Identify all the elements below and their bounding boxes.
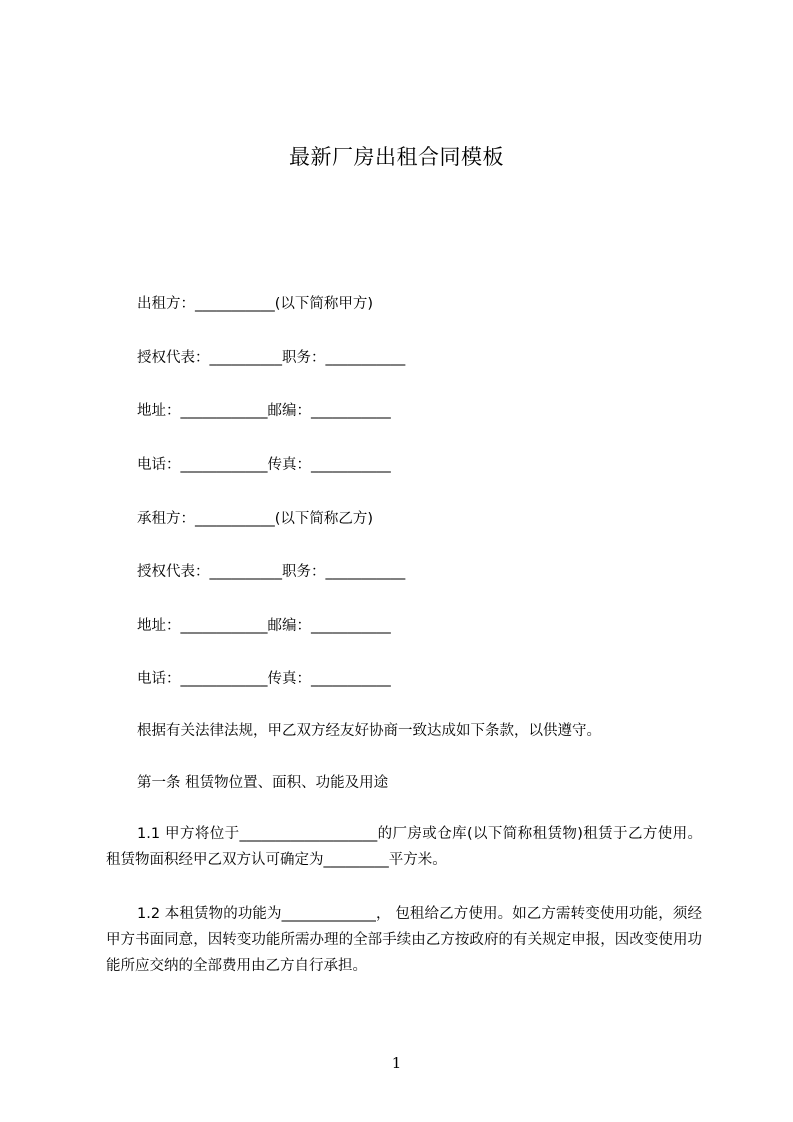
lessor-representative-line: 授权代表：__________职务：___________	[137, 350, 406, 366]
lessor-name-line: 出租方：___________(以下简称甲方)	[137, 296, 374, 312]
page-number: 1	[391, 1054, 402, 1072]
clause-1-1-text: 1.1 甲方将位于___________________的厂房或仓库(以下简称租赁物)租赁于乙方使用。租赁物面积经甲乙双方认可确定为_________平方米。	[106, 826, 702, 868]
lessee-phone-line: 电话：____________传真：___________	[137, 671, 391, 687]
lessor-phone-line: 电话：____________传真：___________	[137, 457, 391, 473]
clause-1-2-text: 1.2 本租赁物的功能为_____________， 包租给乙方使用。如乙方需转变使用功能，须经甲方书面同意，因转变功能所需办理的全部手续由乙方按政府的有关规定申报，因改变使用功能所应交纳的全部费用由乙方自行承担。	[106, 906, 702, 974]
lessee-address-line: 地址：____________邮编：___________	[137, 618, 391, 634]
clause-1-1	[106, 821, 702, 873]
lessee-representative-line: 授权代表：__________职务：___________	[137, 564, 406, 580]
lessee-name-line: 承租方：___________(以下简称乙方)	[137, 511, 374, 527]
preamble-text: 根据有关法律法规，甲乙双方经友好协商一致达成如下条款，以供遵守。	[137, 723, 601, 739]
document-title: 最新厂房出租合同模板	[289, 145, 504, 169]
lessor-address-line: 地址：____________邮编：___________	[137, 403, 391, 419]
article-1-heading: 第一条 租赁物位置、面积、功能及用途	[137, 775, 389, 791]
clause-1-2	[106, 901, 702, 979]
